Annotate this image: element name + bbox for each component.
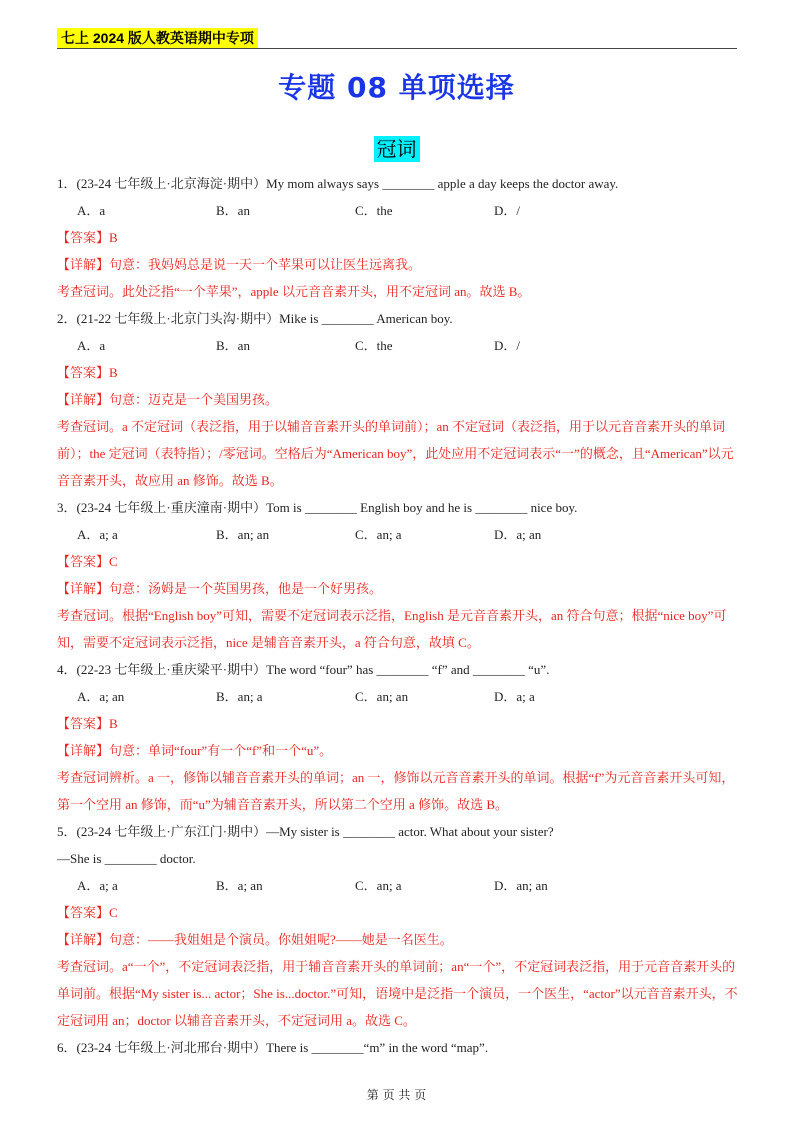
question-stem: 2．(21-22 七年级上·北京门头沟·期中）Mike is ________ American boy. (57, 311, 453, 326)
option: C．an; a (355, 878, 402, 893)
option: B．an (216, 338, 250, 353)
question-stem: 1．(23-24 七年级上·北京海淀·期中）My mom always says ________ apple a day keeps the doctor away. (57, 176, 619, 191)
answer: 【答案】B (57, 230, 118, 245)
analysis: 考查冠词辨析。a 一，修饰以辅音音素开头的单词；an 一，修饰以元音音素开头的单词。根据“f”为元音音素开头可知，第一个空用 an 修饰，而“u”为辅音音素开头，所以第二个空用 a 修饰。故选 B。 (57, 770, 735, 812)
analysis: 考查冠词。a 不定冠词（表泛指，用于以辅音音素开头的单词前）；an 不定冠词（表泛指，用于以元音音素开头的单词前）；the 定冠词（表特指）；/零冠词。空格后为“American boy”，此处应用不定冠词表示“一”的概念，且“American”以元音音素开头，故应用 an 修饰。故选 B。 (57, 419, 734, 488)
page-title: 专题 08 单项选择 (278, 71, 515, 104)
question-stem: 3．(23-24 七年级上·重庆潼南·期中）Tom is ________ English boy and he is ________ nice boy. (57, 500, 578, 515)
option: D．an; an (494, 878, 548, 893)
answer: 【答案】B (57, 365, 118, 380)
question-stem: 6．(23-24 七年级上·河北邢台·期中）There is ________“m” in the word “map”. (57, 1040, 489, 1055)
section-title: 冠词 (374, 136, 420, 162)
question-stem: 5．(23-24 七年级上·广东江门·期中）—My sister is ________ actor. What about your sister? (57, 824, 554, 839)
option: D．a; an (494, 527, 542, 542)
detail: 【详解】句意：——我姐姐是个演员。你姐姐呢?——她是一名医生。 (57, 932, 453, 947)
section-heading (0, 133, 793, 162)
detail: 【详解】句意：迈克是一个美国男孩。 (57, 392, 279, 407)
detail: 【详解】句意：我妈妈总是说一天一个苹果可以让医生远离我。 (57, 257, 422, 272)
option-row (57, 332, 740, 359)
header-tag: 七上 2024 版人教英语期中专项 (57, 28, 258, 48)
option: A．a; an (77, 689, 125, 704)
question-stem: 4．(22-23 七年级上·重庆梁平·期中）The word “four” has ________ “f” and ________ “u”. (57, 662, 550, 677)
option: D．/ (494, 338, 521, 353)
option-row (57, 197, 740, 224)
option: A．a; a (77, 878, 118, 893)
option: B．a; an (216, 878, 263, 893)
option: C．the (355, 338, 393, 353)
question-list (57, 170, 740, 1061)
answer: 【答案】C (57, 554, 118, 569)
option: C．an; a (355, 527, 402, 542)
detail: 【详解】句意：汤姆是一个英国男孩，他是一个好男孩。 (57, 581, 383, 596)
option: B．an; a (216, 689, 263, 704)
option: D．a; a (494, 689, 535, 704)
detail: 【详解】句意：单词“four”有一个“f”和一个“u”。 (57, 743, 333, 758)
option: A．a (77, 203, 106, 218)
question-stem-line2: —She is ________ doctor. (57, 851, 196, 866)
header-divider (57, 48, 737, 49)
option: D．/ (494, 203, 521, 218)
option-row (57, 683, 740, 710)
option: B．an (216, 203, 250, 218)
answer: 【答案】C (57, 905, 118, 920)
option-row (57, 521, 740, 548)
option-row (57, 872, 740, 899)
analysis: 考查冠词。根据“English boy”可知，需要不定冠词表示泛指，English 是元音音素开头，an 符合句意；根据“nice boy”可知，需要不定冠词表示泛指，nice 是辅音音素开头，a 符合句意，故填 C。 (57, 608, 727, 650)
analysis: 考查冠词。a“一个”，不定冠词表泛指，用于辅音音素开头的单词前；an“一个”，不定冠词表泛指，用于元音音素开头的单词前。根据“My sister is... actor；She is...doctor.”可知，语境中是泛指一个演员，一个医生，“actor”以元音音素开头，不定冠词用 an；doctor 以辅音音素开头，不定冠词用 a。故选 C。 (57, 959, 738, 1028)
page-footer: 第 页 共 页 (366, 1088, 427, 1102)
option: B．an; an (216, 527, 270, 542)
option: C．the (355, 203, 393, 218)
option: A．a (77, 338, 106, 353)
option: A．a; a (77, 527, 118, 542)
answer: 【答案】B (57, 716, 118, 731)
analysis: 考查冠词。此处泛指“一个苹果”，apple 以元音音素开头，用不定冠词 an。故选 B。 (57, 284, 531, 299)
option: C．an; an (355, 689, 409, 704)
